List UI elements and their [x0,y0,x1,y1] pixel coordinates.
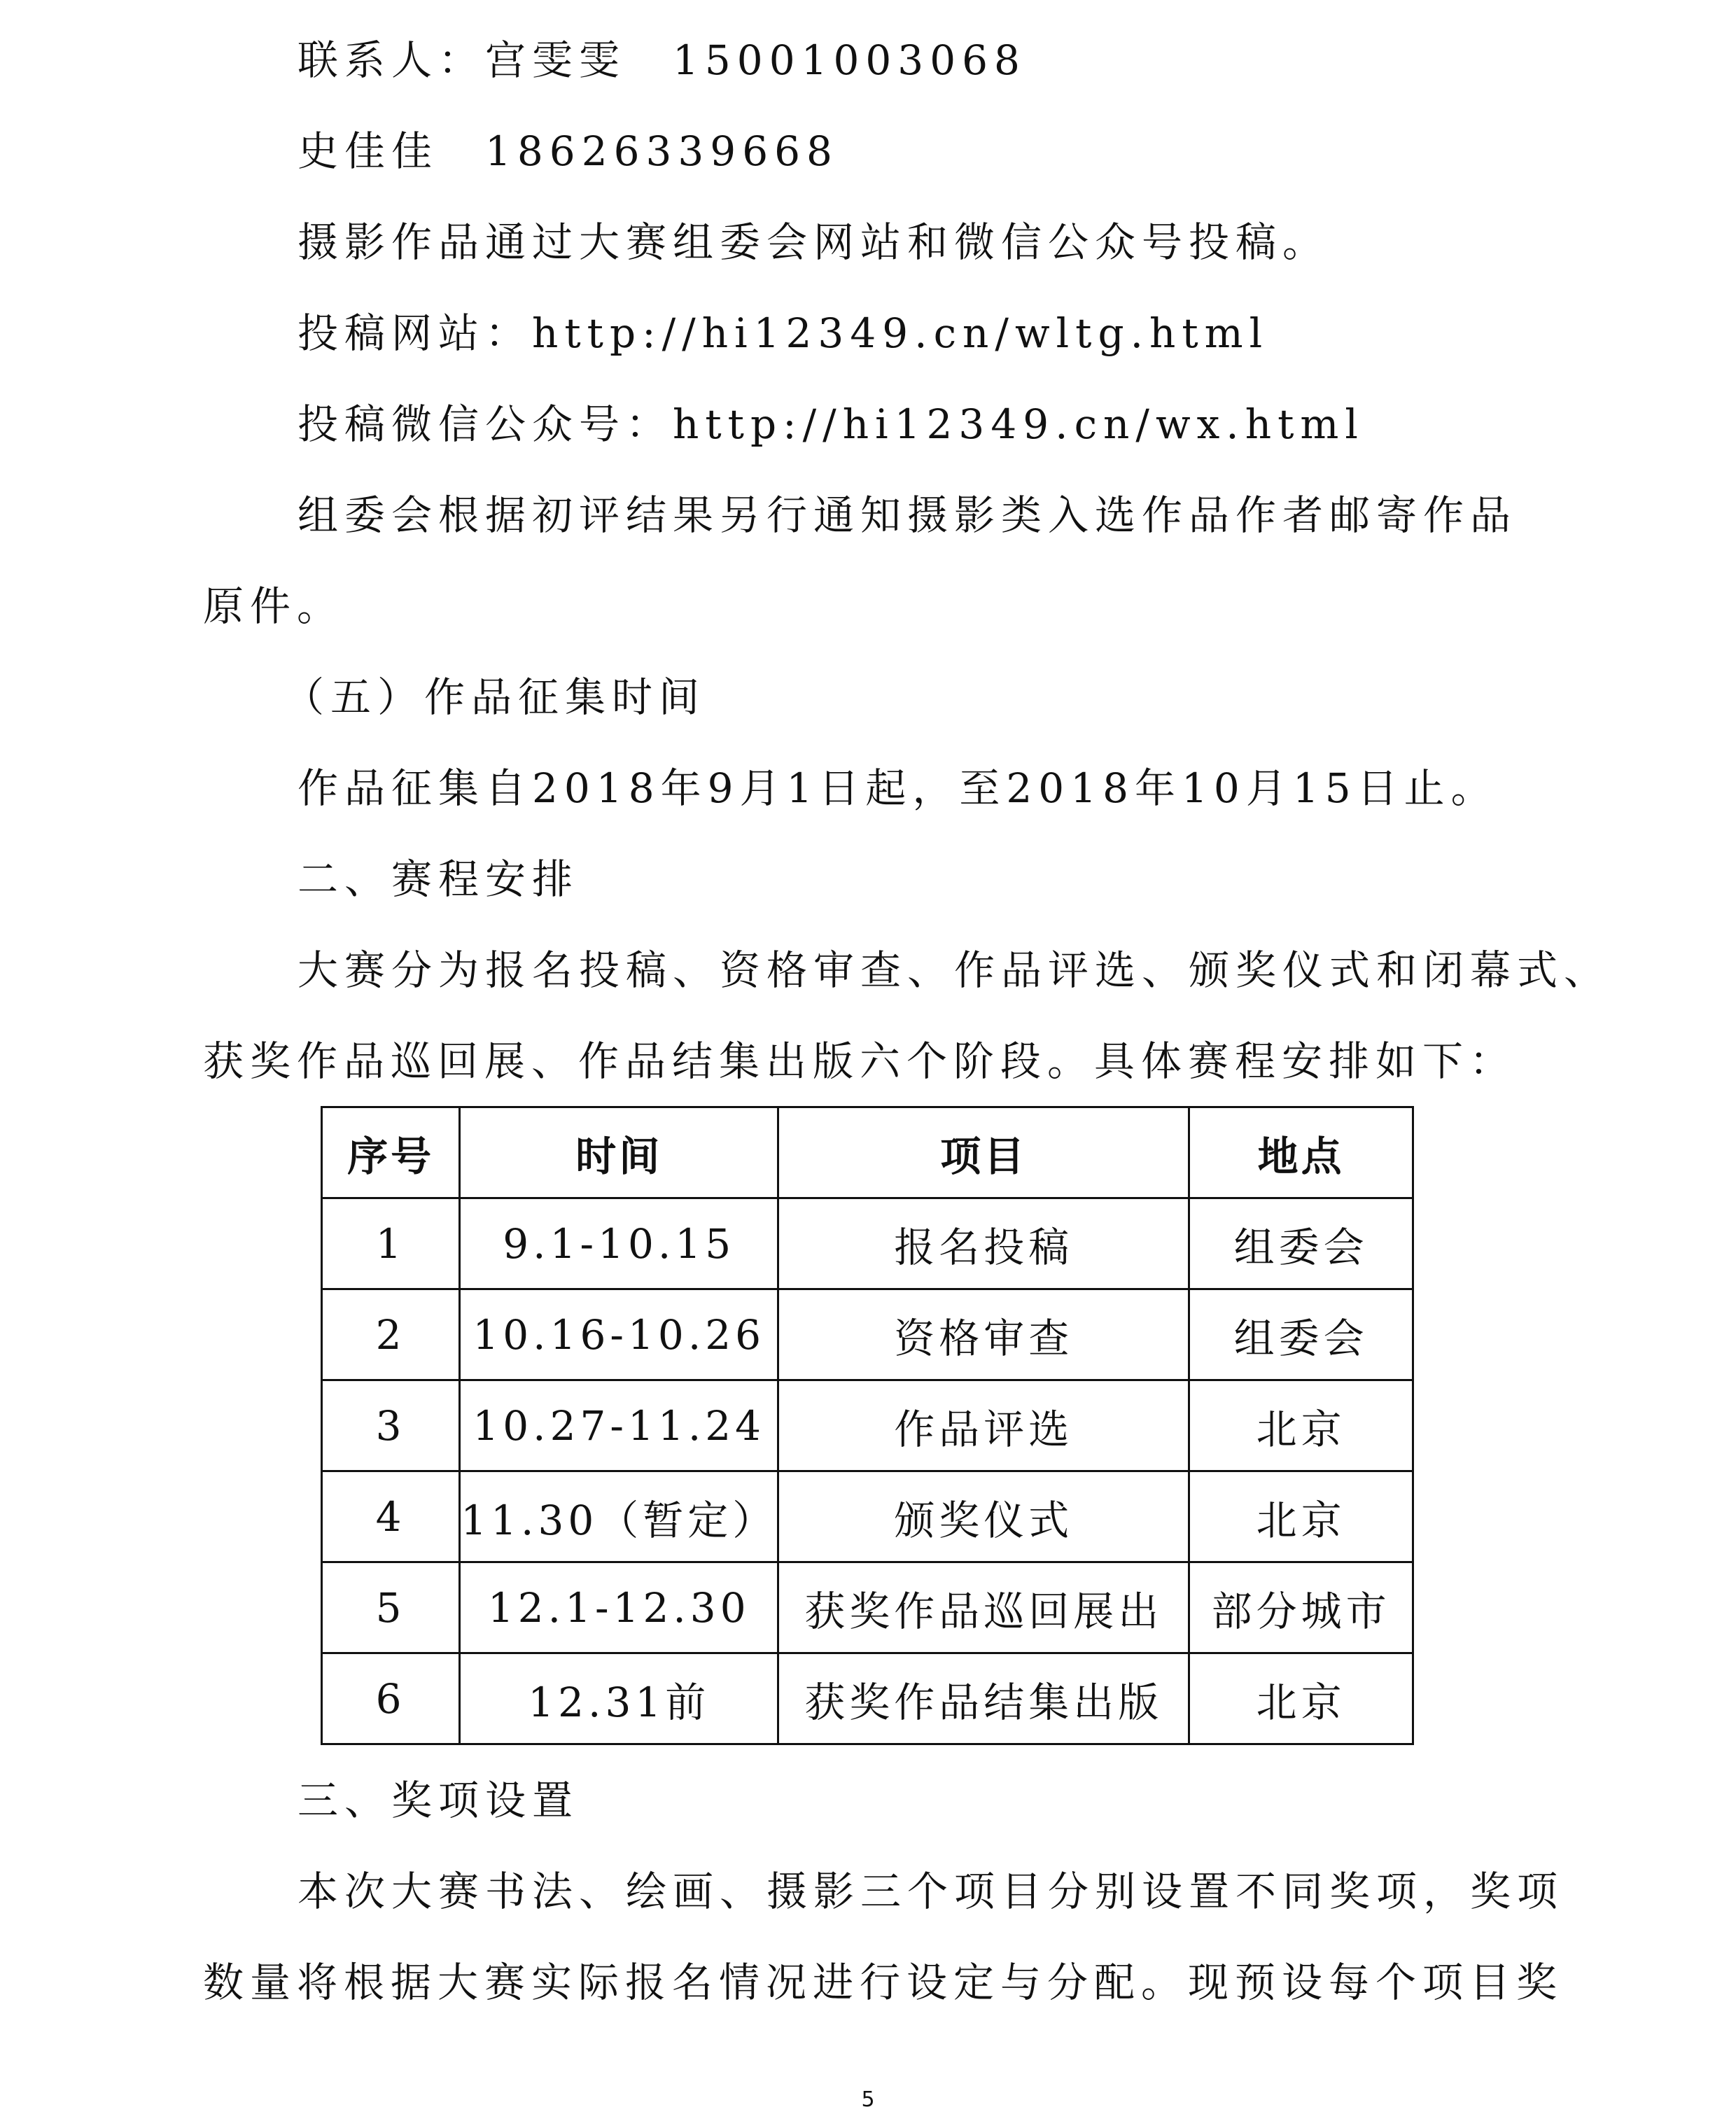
section-heading-schedule: 二、赛程安排 [298,855,580,903]
cell-time: 12.1-12.30 [460,1562,778,1653]
cell-item: 颁奖仪式 [778,1471,1189,1562]
table-header-row [322,1107,1413,1198]
submission-paragraph: 摄影作品通过大赛组委会网站和微信公众号投稿。 [298,218,1330,266]
cell-index: 2 [322,1289,460,1380]
contact-line-2: 史佳佳 18626339668 [298,127,839,175]
cell-location: 部分城市 [1189,1562,1413,1653]
contact-line-1: 联系人：宫雯雯 15001003068 [298,36,1026,84]
table-row [322,1198,1413,1289]
cell-item: 作品评选 [778,1380,1189,1471]
table-row [322,1380,1413,1471]
header-cell-location: 地点 [1189,1107,1413,1198]
section-heading-awards: 三、奖项设置 [298,1777,580,1824]
cell-index: 3 [322,1380,460,1471]
schedule-table [321,1106,1414,1745]
collection-period-paragraph: 作品征集自2018年9月1日起，至2018年10月15日止。 [298,764,1498,812]
cell-location: 北京 [1189,1653,1413,1744]
cell-time: 10.16-10.26 [460,1289,778,1380]
cell-time: 9.1-10.15 [460,1198,778,1289]
notice-paragraph-line-1: 组委会根据初评结果另行通知摄影类入选作品作者邮寄作品 [298,491,1518,539]
cell-location: 北京 [1189,1380,1413,1471]
header-cell-item: 项目 [778,1107,1189,1198]
cell-item: 资格审查 [778,1289,1189,1380]
cell-time: 11.30（暂定） [460,1471,778,1562]
cell-index: 4 [322,1471,460,1562]
cell-item: 获奖作品巡回展出 [778,1562,1189,1653]
page-number: 5 [861,2087,875,2112]
table-row [322,1653,1413,1744]
awards-paragraph-line-1: 本次大赛书法、绘画、摄影三个项目分别设置不同奖项，奖项 [298,1868,1564,1915]
cell-location: 组委会 [1189,1198,1413,1289]
header-cell-index: 序号 [322,1107,460,1198]
table-row [322,1562,1413,1653]
cell-location: 北京 [1189,1471,1413,1562]
notice-paragraph-line-2: 原件。 [203,582,344,630]
schedule-intro-line-2: 获奖作品巡回展、作品结集出版六个阶段。具体赛程安排如下： [203,1037,1517,1085]
table-row [322,1289,1413,1380]
table-row [322,1471,1413,1562]
cell-index: 6 [322,1653,460,1744]
cell-time: 12.31前 [460,1653,778,1744]
wechat-line: 投稿微信公众号：http://hi12349.cn/wx.html [298,400,1364,448]
cell-index: 1 [322,1198,460,1289]
cell-time: 10.27-11.24 [460,1380,778,1471]
header-cell-time: 时间 [460,1107,778,1198]
cell-location: 组委会 [1189,1289,1413,1380]
awards-paragraph-line-2: 数量将根据大赛实际报名情况进行设定与分配。现预设每个项目奖 [203,1959,1564,2006]
cell-index: 5 [322,1562,460,1653]
cell-item: 获奖作品结集出版 [778,1653,1189,1744]
website-line: 投稿网站：http://hi12349.cn/wltg.html [298,309,1269,357]
section-heading-collection-time: （五）作品征集时间 [284,673,706,721]
schedule-intro-line-1: 大赛分为报名投稿、资格审查、作品评选、颁奖仪式和闭幕式、 [298,946,1611,994]
cell-item: 报名投稿 [778,1198,1189,1289]
